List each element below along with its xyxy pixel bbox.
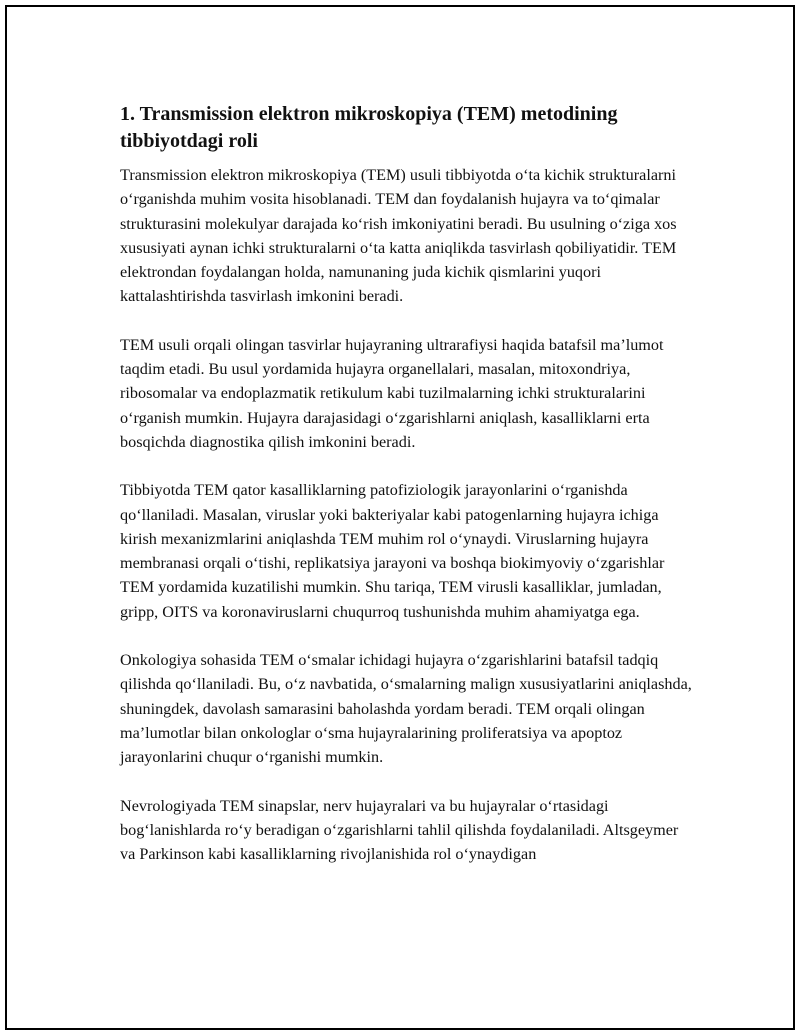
paragraph-oncology: Onkologiya sohasida TEM o‘smalar ichidagi hujayra o‘zgarishlarini batafsil tadqiq qilishda qo‘llaniladi. Bu, o‘z navbatida, o‘smalarning malign xususiyatlarini aniqlashda, shuningdek, davolash samarasini baholashda yordam beradi. TEM orqali olingan ma’lumotlar bilan onkologlar o‘sma hujayralarining proliferatsiya va apoptoz jarayonlarini chuqur o‘rganishi mumkin.	[120, 651, 692, 767]
paragraph-ultrastructure: TEM usuli orqali olingan tasvirlar hujayraning ultrarafiysi haqida batafsil ma’lumot taqdim etadi. Bu usul yordamida hujayra organellalari, masalan, mitoxondriya, ribosomalar va endoplazmatik retikulum kabi tuzilmalarning ichki strukturalarini o‘rganish mumkin. Hujayra darajasidagi o‘zgarishlarni aniqlash, kasalliklarni erta bosqichda diagnostika qilish imkonini beradi.	[120, 335, 664, 451]
paragraph-neurology: Nevrologiyada TEM sinapslar, nerv hujayralari va bu hujayralar o‘rtasidagi bog‘lanishlarda ro‘y beradigan o‘zgarishlarni tahlil qilishda foydalaniladi. Altsgeymer va Parkinson kabi kasalliklarning rivojlanishida rol o‘ynaydigan	[120, 796, 679, 864]
paragraph-pathophysiology: Tibbiyotda TEM qator kasalliklarning patofiziologik jarayonlarini o‘rganishda qo‘llaniladi. Masalan, viruslar yoki bakteriyalar kabi patogenlarning hujayra ichiga kirish mexanizmlarini aniqlashda TEM muhim rol o‘ynaydi. Viruslarning hujayra membranasi orqali o‘tishi, replikatsiya jarayoni va boshqa biokimyoviy o‘zgarishlar TEM yordamida kuzatilishi mumkin. Shu tariqa, TEM virusli kasalliklar, jumladan, gripp, OITS va koronaviruslarni chuqurroq tushunishda muhim ahamiyatga ega.	[120, 481, 665, 621]
section-heading: 1. Transmission elektron mikroskopiya (TEM) metodining tibbiyotdagi roli	[120, 103, 618, 152]
document-body	[120, 101, 695, 866]
page	[5, 5, 795, 1030]
paragraph-intro: Transmission elektron mikroskopiya (TEM) usuli tibbiyotda o‘ta kichik strukturalarni o‘rganishda muhim vosita hisoblanadi. TEM dan foydalanish hujayra va to‘qimalar strukturasini molekulyar darajada ko‘rish imkoniyatini beradi. Bu usulning o‘ziga xos xususiyati aynan ichki strukturalarni o‘ta katta aniqlikda tasvirlash qobiliyatidir. TEM elektrondan foydalangan holda, namunaning juda kichik qismlarini yuqori kattalashtirishda tasvirlash imkonini beradi.	[120, 166, 677, 306]
